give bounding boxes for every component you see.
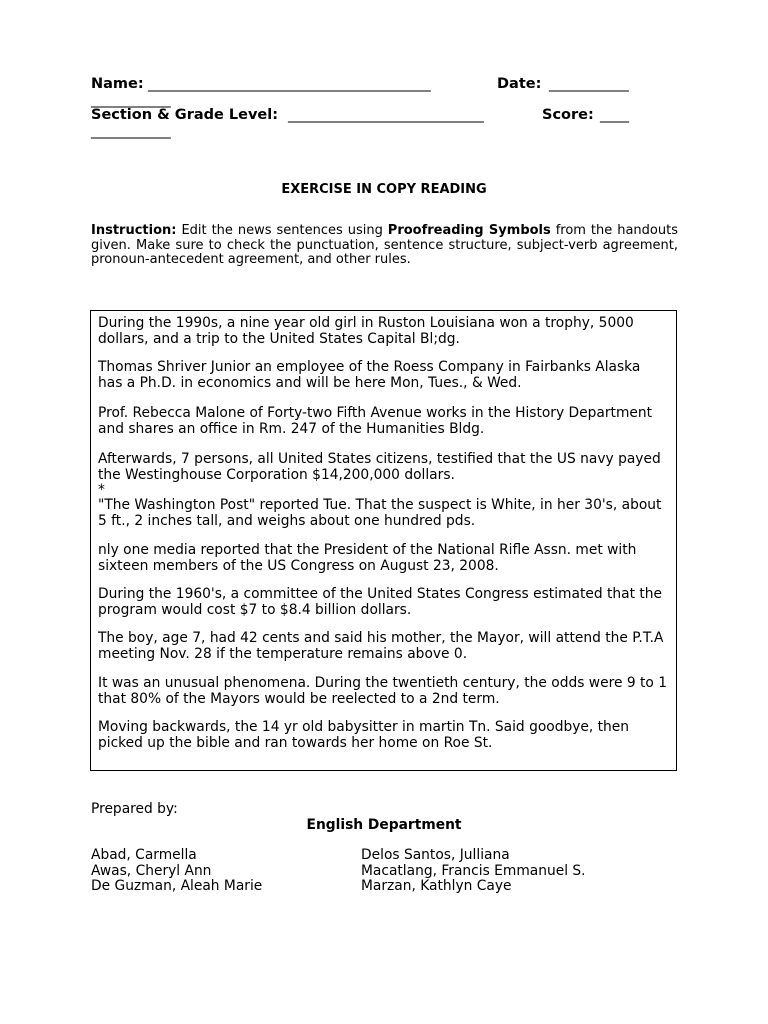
instruction-label: Instruction:	[91, 223, 177, 238]
name-field-line: _______________________________________	[148, 76, 431, 92]
instruction-text-before: Edit the news sentences using	[176, 223, 388, 238]
preparer-name: Abad, Carmella	[91, 847, 197, 863]
exercise-sentence-7: During the 1960's, a committee of the United States Congress estimated that the program would cost $7 to $8.4 billion dollars.	[98, 586, 663, 618]
exercise-box	[90, 310, 677, 771]
instruction-emphasis: Proofreading Symbols	[387, 223, 551, 238]
department-name: English Department	[306, 817, 462, 833]
preparer-name: De Guzman, Aleah Marie	[91, 878, 263, 895]
exercise-sentence-8: The boy, age 7, had 42 cents and said his mother, the Mayor, will attend the P.T.A meeting Nov. 28 if the temperature remains above 0.	[98, 630, 664, 662]
exercise-sentence-5: "The Washington Post" reported Tue. That the suspect is White, in her 30's, about 5 ft., 2 inches tall, and weighs about one hundred pds.	[98, 497, 662, 529]
instruction-paragraph	[91, 224, 678, 268]
section-grade-label: Section & Grade Level:	[91, 107, 279, 123]
date-label: Date:	[497, 76, 542, 92]
names-left-column	[91, 848, 262, 895]
exercise-sentence-9: It was an unusual phenomena. During the twentieth century, the odds were 9 to 1 that 80% of the Mayors would be reelected to a 2nd term.	[98, 675, 667, 707]
preparer-name: Macatlang, Francis Emmanuel S.	[361, 862, 586, 879]
exercise-sentence-6: nly one media reported that the President of the National Rifle Assn. met with sixteen members of the US Congress on August 23, 2008.	[98, 542, 637, 574]
section-grade-field-line: ___________________________	[288, 107, 484, 123]
exercise-sentence-4: Afterwards, 7 persons, all United States citizens, testified that the US navy payed the Westinghouse Corporation $14,200,000 dollars. *	[98, 451, 661, 499]
prepared-by-label: Prepared by:	[91, 801, 178, 817]
date-field-line: ___________	[549, 76, 629, 92]
preparer-name: Marzan, Kathlyn Caye	[361, 878, 512, 895]
preparer-name: Awas, Cheryl Ann	[91, 862, 212, 879]
date-field-line-wrap: ___________	[91, 92, 171, 108]
exercise-sentence-2: Thomas Shriver Junior an employee of the Roess Company in Fairbanks Alaska has a Ph.D. in economics and will be here Mon, Tues., & Wed.	[98, 359, 641, 391]
exercise-sentence-10: Moving backwards, the 14 yr old babysitter in martin Tn. Said goodbye, then picked up the bible and ran towards her home on Roe St.	[98, 719, 630, 751]
preparer-name: Delos Santos, Julliana	[361, 847, 510, 863]
name-label: Name:	[91, 76, 144, 92]
names-right-column	[361, 848, 586, 895]
exercise-sentence-1: During the 1990s, a nine year old girl in Ruston Louisiana won a trophy, 5000 dollars, and a trip to the United States Capital Bl;dg.	[98, 315, 634, 347]
score-field-line-wrap: ___________	[91, 123, 171, 139]
exercise-sentence-3: Prof. Rebecca Malone of Forty-two Fifth Avenue works in the History Department and shares an office in Rm. 247 of the Humanities Bldg.	[98, 405, 653, 437]
page-title: EXERCISE IN COPY READING	[281, 182, 487, 197]
score-label: Score:	[542, 107, 594, 123]
instruction-text-after: from the handouts given. Make sure to check the punctuation, sentence structure, subject-verb agreement, pronoun-antecedent agreement, and other rules.	[91, 223, 678, 268]
score-field-line: ____	[600, 107, 629, 123]
